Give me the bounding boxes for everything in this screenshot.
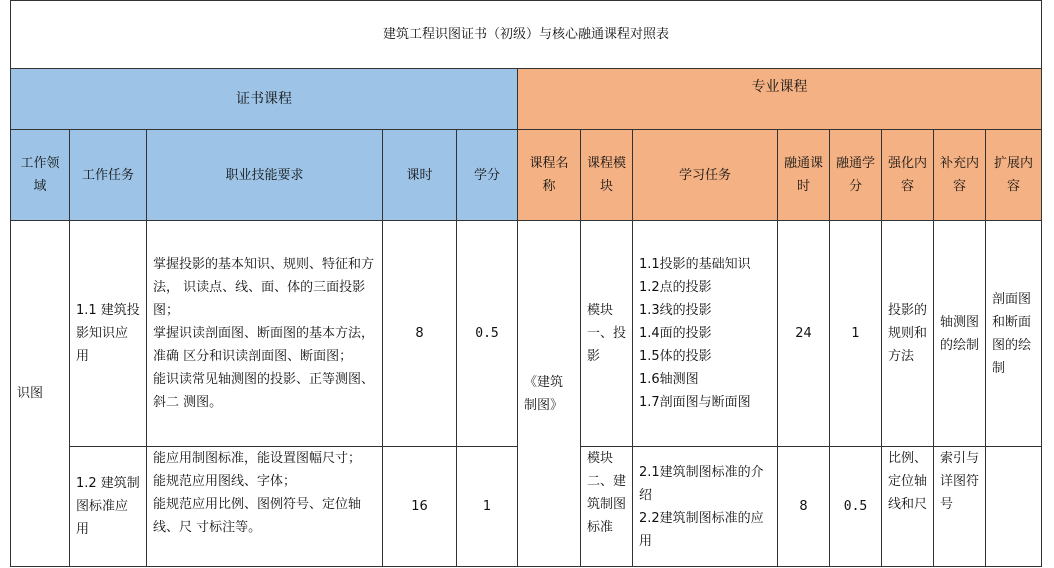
course-name-cell: 《建筑制图》 [518,221,581,567]
study-task-item: 1.7剖面图与断面图 [639,395,751,410]
header-fuse-hours: 融通课时 [778,130,830,221]
header-skill-requirements: 职业技能要求 [147,130,383,221]
course-mapping-table [10,0,1042,567]
hours-cell: 16 [383,447,457,567]
header-fuse-credits: 融通学分 [830,130,882,221]
skill-requirements-cell [147,447,383,567]
study-task-item: 1.3线的投影 [639,303,712,318]
study-task-item: 2.2建筑制图标准的应用 [639,510,764,549]
header-hours: 课时 [383,130,457,221]
prof-course-group-header: 专业课程 [518,69,1042,130]
requirement-item: 能规范应用图线、字体； [153,474,297,489]
study-task-cell [633,221,778,447]
supplement-cell: 轴测图的绘制 [934,221,986,447]
requirement-item: 能规范应用比例、图例符号、定位轴线、尺 寸标注等。 [153,497,362,535]
work-area-cell: 识图 [11,221,70,567]
requirement-item: 掌握识读剖面图、断面图的基本方法，准确 区分和识读剖面图、断面图； [153,326,375,364]
table-row [11,221,1042,447]
header-study-task: 学习任务 [633,130,778,221]
header-credits: 学分 [457,130,518,221]
strengthen-cell: 投影的规则和方法 [882,221,934,447]
header-work-task: 工作任务 [70,130,147,221]
extend-cell [986,447,1042,567]
fuse-hours-cell: 8 [778,447,830,567]
study-task-item: 1.2点的投影 [639,280,712,295]
requirement-item: 能应用制图标准，能设置图幅尺寸； [153,451,362,466]
header-course-module: 课程模块 [581,130,633,221]
study-task-item: 1.6轴测图 [639,372,699,387]
table-title: 建筑工程识图证书（初级）与核心融通课程对照表 [11,1,1042,69]
skill-requirements-cell [147,221,383,447]
fuse-credits-cell: 0.5 [830,447,882,567]
study-task-item: 1.5体的投影 [639,349,712,364]
work-task-cell: 1.1 建筑投影知识应用 [70,221,147,447]
header-extend: 扩展内容 [986,130,1042,221]
study-task-cell [633,447,778,567]
fuse-credits-cell: 1 [830,221,882,447]
header-strengthen: 强化内容 [882,130,934,221]
fuse-hours-cell: 24 [778,221,830,447]
credits-cell: 1 [457,447,518,567]
study-task-item: 2.1建筑制图标准的介绍 [639,464,764,503]
header-work-area: 工作领域 [11,130,70,221]
supplement-cell: 索引与详图符号 [934,447,986,567]
hours-cell: 8 [383,221,457,447]
study-task-item: 1.4面的投影 [639,326,712,341]
course-module-cell: 模块一、投影 [581,221,633,447]
requirement-item: 能识读常见轴测图的投影、正等测图、斜二 测图。 [153,372,375,410]
header-supplement: 补充内容 [934,130,986,221]
work-task-cell: 1.2 建筑制图标准应用 [70,447,147,567]
cert-course-group-header: 证书课程 [11,69,518,130]
credits-cell: 0.5 [457,221,518,447]
extend-cell: 剖面图和断面图的绘制 [986,221,1042,447]
study-task-item: 1.1投影的基础知识 [639,257,751,272]
header-course-name: 课程名称 [518,130,581,221]
requirement-item: 掌握投影的基本知识、规则、特征和方法， 识读点、线、面、体的三面投影图； [153,257,375,318]
strengthen-cell: 比例、定位轴线和尺 [882,447,934,567]
course-module-cell: 模块二、建筑制图标准 [581,447,633,567]
